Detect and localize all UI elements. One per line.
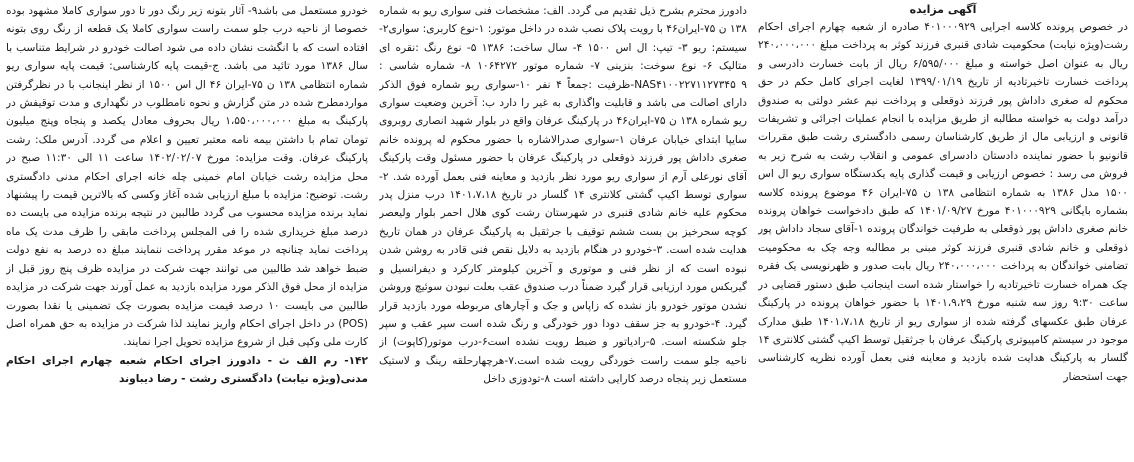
notice-column-left xyxy=(6,2,368,460)
notice-body-right: در خصوص پرونده کلاسه اجرایی ۴۰۱۰۰۰۹۲۹ صادره از شعبه چهارم اجرای احکام رشت(ویژه نیابت) محکومیت شادی قنبری فرزند کوثر به پرداخت مبلغ ۲۴۰،۰۰۰،۰۰۰ ریال به عنوان اصل خواسته و مبلغ ۶/۵۹۵/۰۰۰ ریال از بابت خسارت دادرسی و پرداخت خسارت تاخیرتادیه از تاریخ ۱۳۹۹/۰۱/۱۹ لغایت اجرای کامل حکم در حق محکوم له صغری داداش پور فرزند ذوقعلی و پرداخت نیم عشر دولتی به صندوق درآمد دولت به خواسته مطالبه از طریق مزایده با انجام عملیات اجرائی و تشریفات قانونی و ارزیابی مال از طریق کارشناسان رسمی دادگستری رشت طبق مقررات قانونیو با حضور نماینده دادستان دادسرای عمومی و انقلاب رشت به شرح زیر به فروش می رسد : خصوص ارزیابی و قیمت گذاری پایه یکدستگاه سواری ریو ال اس ۱۵۰۰ مدل ۱۳۸۶ به شماره انتظامی ۱۳۸ ن ۷۵-ایران ۴۶ موضوع پرونده کلاسه بشماره بایگانی ۴۰۱۰۰۰۹۲۹ مورخ ۱۴۰۱/۰۹/۲۷ که طبق دادخواست خواهان پرونده خانم صغری داداش پور ذوقعلی به طرفیت خواندگان پرونده ۱-آقای سجاد داداش پور ذوقعلی و خانم شادی قنبری فرزند کوثر مبنی بر مطالبه وجه چک به محکومیت تضامنی خواندگان به پرداخت ۲۴۰،۰۰۰،۰۰۰ ریال بابت صدور و ظهرنویسی یک فقره چک همراه خسارت تاخیرتادیه را خواستار شده است اینجانب طبق دستور قضایی در ساعت ۹:۳۰ روز سه شنبه مورخ ۱۴۰۱،۹،۲۹ با حضور خواهان پرونده در پارکینگ عرفان طبق عکسهای گرفته شده از سواری ریو از تاریخ ۱۴۰۱،۷،۱۸ طبق مدارک موجود در سیستم کامپیوتری پارکینگ عرفان با جرثقیل توسط اکیپ گشتی کلانتری ۱۴ گلسار به پارکینگ هدایت شده بازدید و معاینه فنی بعمل آورده نظریه کارشناسی جهت استحضار xyxy=(758,21,1128,383)
notice-column-right xyxy=(758,2,1128,460)
notice-body-left: خودرو مستعمل می باشد۹- آثار بتونه زیر رنگ دور تا دور سواری کاملا مشهود بوده خصوصا از ناحیه درب جلو سمت راست سواری کاملا یک قطعه از رنگ روی بتونه افتاده است که با انگشت نشان داده می شود اصالت خودرو در شرایط متناسب با سال ۱۳۸۶ مورد تائید می باشد. ج-قیمت پایه کارشناسی: قیمت پایه سواری ریو شماره انتظامی ۱۳۸ ن ۷۵-ایران ۴۶ ال اس ۱۵۰۰ از نظر اینجانب با در نظرگرفتن مواردمطرح شده در متن گزارش و نحوه نامطلوب در نگهداری و مدت توقیفش در پارکینگ به مبلغ ۱،۵۵۰،۰۰۰،۰۰۰ ریال بحروف معادل یکصد و پنجاه وپنج میلیون تومان تمام با داشتن بیمه نامه معتبر تعیین و اعلام می گردد. آدرس ملک: رشت پارکینگ عرفان. وقت مزایده: مورخ ۱۴۰۲/۰۲/۰۷ ساعت ۱۱ الی ۱۱:۳۰ صبح در محل مزایده رشت خیابان امام خمینی چله خانه اجرای احکام مدنی دادگستری رشت. توضیح: مزایده با مبلغ ارزیابی شده آغاز وکسی که بالاترین قیمت را پیشنهاد نماید برنده مزایده محسوب می گردد طالبین در نتیجه برنده مزایده می بایست ده درصد مبلغ خریداری شده را فی المجلس پرداخت مابقی را ظرف مدت یک ماه پرداخت نماید چنانچه در موعد مقرر پرداخت ننمایند مبلغ ده درصد به نفع دولت ضبط خواهد شد طالبین می توانند جهت شرکت در مزایده ظرف پنج روز قبل از مزایده از محل فوق الذکر مورد مزایده بازدید به عمل آورند جهت شرکت در مزایده طالبین می بایست ۱۰ درصد قیمت مزایده بصورت چک تضمینی یا نقدا بصورت (POS) در داخل اجرای احکام واریز نمایند لذا شرکت در مزایده به حق همراه اصل کارت ملی وکپی قبل از شروع مزایده تحویل اجرا نمایند. xyxy=(6,5,368,349)
notice-column-middle xyxy=(379,2,747,460)
notice-body-middle: دادورز محترم بشرح ذیل تقدیم می گردد. الف: مشخصات فنی سواری ریو به شماره ۱۳۸ ن ۷۵-ایران۴۶ با رویت پلاک نصب شده در داخل موتور: ۱-نوع کاربری: سواری۲-سیستم: ریو ۳- تیپ: ال اس ۱۵۰۰ ۴- سال ساخت: ۱۳۸۶ ۵- نوع رنگ :نقره ای متالیک ۶- نوع سوخت: بنزینی ۷- شماره موتور ۱۰۶۴۲۷۲ ۸- شماره شاسی : NAS۴۱۰۰۲۲۷۱۱۲۷۳۴۵ ۹-ظرفیت :جمعاً ۴ نفر ۱۰-سواری ریو شماره فوق الذکر دارای اصالت می باشد و قابلیت واگذاری به غیر را دارد ب: آخرین وضعیت سواری ریو شماره ۱۳۸ ن ۷۵-ایران۴۶ در پارکینگ عرفان واقع در بلوار شهید انصاری روبروی سایپا ابتدای خیابان عرفان ۱-سواری صدرالاشاره با حضور محکوم له پرونده خانم صغری داداش پور فرزند ذوقعلی در پارکینگ عرفان با حضور مسئول وقت پارکینگ آقای نورعلی آرم از سواری ریو مورد نظر بازدید و معاینه فنی بعمل آورده شد. ۲-سواری توسط اکیپ گشتی کلانتری ۱۴ گلسار در تاریخ ۱۴۰۱،۷،۱۸ درب منزل پدر محکوم علیه خانم شادی قنبری در شهرستان رشت کوی هلال احمر بلوار ولیعصر کوچه سحرخیز بن بست ششم توقیف با جرثقیل به پارکینگ عرفان در همان تاریخ هدایت شده است. ۳-خودرو در هنگام بازدید به دلایل نقص فنی قادر به روشن شدن نبوده است که از نظر فنی و موتوری و آخرین کیلومتر کارکرد و دیفرانسیل و گیربکس مورد ارزیابی قرار گیرد ضمناً درب صندوق عقب بعلت نبودن سوئیچ وروشن نشدن موتور خودرو باز نشده که زاپاس و جک و آچارهای مربوطه مورد بازدید قرار گیرد. ۴-خودرو به جز سقف دودا دور خودرگی و رنگ شده است سپر عقب و سپر جلو شکسته است. ۵-رادیاتور و ضبط رویت نشده است۶-درب موتور(کاپوت) از ناحیه جلو سمت راست خوردگی رویت شده است.۷-هرچهارحلقه رینگ و لاستیک مستعمل زیر پنجاه درصد کارایی داشته است ۸-تودوزی داخل xyxy=(379,5,747,386)
notice-signature: ۱۴۲- رم الف ث - دادورز اجرای احکام شعبه چهارم اجرای احکام مدنی(ویژه نیابت) دادگستری رشت - رضا دیباوند xyxy=(6,354,368,386)
notice-title: آگهی مزایده xyxy=(909,3,977,16)
